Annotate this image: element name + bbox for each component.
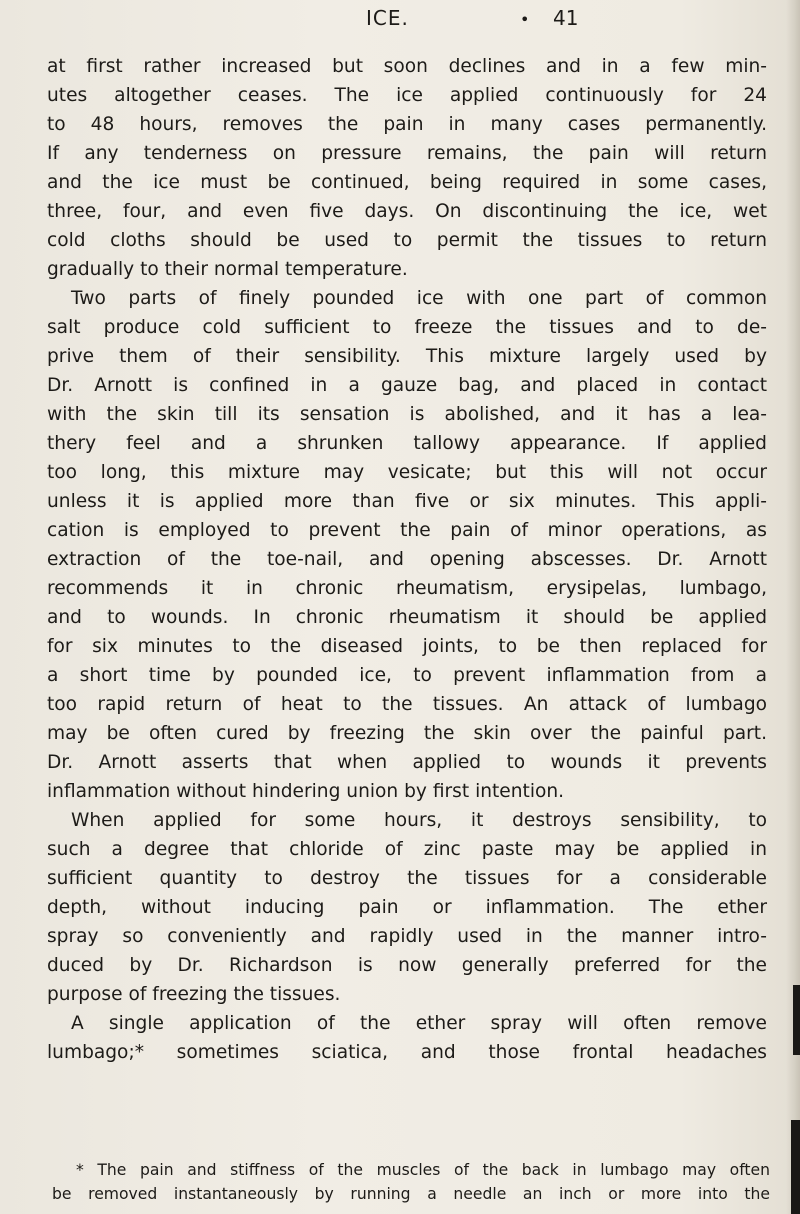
page-number: 41 [553,6,579,30]
text-line: If any tenderness on pressure remains, the pain will return [47,143,767,164]
text-line: extraction of the toe-nail, and opening abscesses. Dr. Arnott [47,549,767,570]
edge-ink-mark [791,1120,800,1214]
text-line: Dr. Arnott asserts that when applied to wounds it prevents [47,752,767,773]
text-line: inflammation without hindering union by first intention. [47,781,565,802]
text-line: recommends it in chronic rheumatism, erysipelas, lumbago, [47,578,767,599]
text-line: lumbago;* sometimes sciatica, and those frontal headaches [47,1042,767,1063]
body-text [47,52,767,1067]
text-line: utes altogether ceases. The ice applied continuously for 24 [47,85,767,106]
running-head [0,6,800,36]
running-title: ICE. [366,6,409,30]
text-line: too rapid return of heat to the tissues. An attack of lumbago [47,694,767,715]
footnote-line: * The pain and stiffness of the muscles of the back in lumbago may often [76,1161,770,1179]
text-line: purpose of freezing the tissues. [47,984,341,1005]
text-line: depth, without inducing pain or inflammation. The ether [47,897,767,918]
text-line: A single application of the ether spray will often remove [71,1013,767,1034]
text-line: unless it is applied more than five or six minutes. This appli- [47,491,767,512]
text-line: When applied for some hours, it destroys sensibility, to [71,810,767,831]
text-line: three, four, and even five days. On discontinuing the ice, wet [47,201,767,222]
text-line: such a degree that chloride of zinc paste may be applied in [47,839,767,860]
text-line: a short time by pounded ice, to prevent inflammation from a [47,665,767,686]
text-line: and the ice must be continued, being required in some cases, [47,172,767,193]
text-line: Dr. Arnott is confined in a gauze bag, and placed in contact [47,375,767,396]
text-line: at first rather increased but soon declines and in a few min- [47,56,767,77]
text-line: too long, this mixture may vesicate; but this will not occur [47,462,767,483]
text-line: sufficient quantity to destroy the tissues for a considerable [47,868,767,889]
edge-ink-mark [793,985,800,1055]
text-line: duced by Dr. Richardson is now generally preferred for the [47,955,767,976]
text-line: salt produce cold sufficient to freeze the tissues and to de- [47,317,767,338]
footnote-line: be removed instantaneously by running a needle an inch or more into the [52,1185,770,1203]
text-line: cation is employed to prevent the pain of minor operations, as [47,520,767,541]
text-line: spray so conveniently and rapidly used in the manner intro- [47,926,767,947]
text-line: cold cloths should be used to permit the tissues to return [47,230,767,251]
footnote [52,1158,770,1206]
text-line: thery feel and a shrunken tallowy appearance. If applied [47,433,767,454]
text-line: with the skin till its sensation is abolished, and it has a lea- [47,404,767,425]
text-line: prive them of their sensibility. This mixture largely used by [47,346,767,367]
text-line: gradually to their normal temperature. [47,259,408,280]
text-line: may be often cured by freezing the skin over the painful part. [47,723,767,744]
text-line: for six minutes to the diseased joints, to be then replaced for [47,636,767,657]
text-line: to 48 hours, removes the pain in many cases permanently. [47,114,767,135]
text-line: and to wounds. In chronic rheumatism it should be applied [47,607,767,628]
separator-dot: • [520,10,530,29]
text-line: Two parts of finely pounded ice with one part of common [71,288,767,309]
